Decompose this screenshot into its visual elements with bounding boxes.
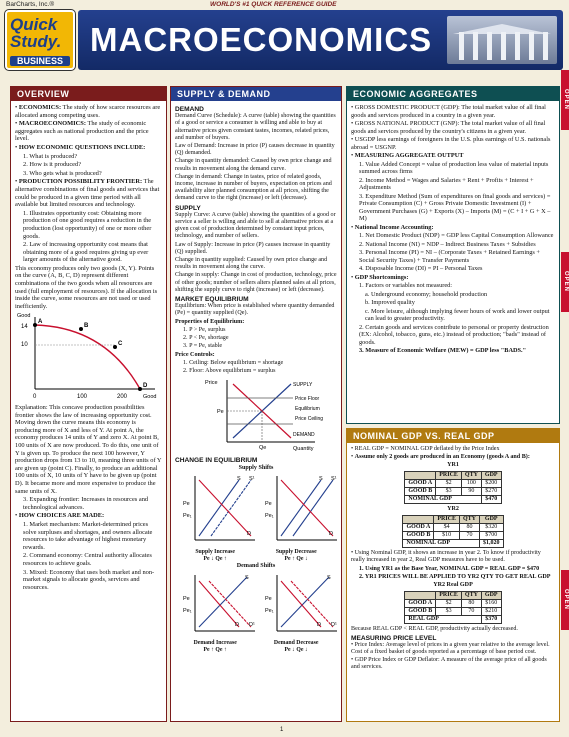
shift-supply bbox=[281, 480, 321, 536]
ppf-point-label: B bbox=[84, 323, 89, 330]
n2: 2. National Income (NI) = NDP – Indirect Business Taxes + Subsidies bbox=[359, 240, 536, 248]
supply-4: Change in supply: Change in cost of production, technology, price of other goods; number of sellers alters planned sales at all prices, shifting the supply curve to right (increase) or left (decrease). bbox=[175, 272, 337, 293]
yr2-table: PRICE QTY GDP GOOD A $4 80 $320 GOOD B $10 70 $700 NOMINAL GDP $1,020 bbox=[402, 515, 503, 548]
shift-pe: Pe bbox=[265, 500, 272, 507]
because: Because REAL GDP < REAL GDP, productivity actually decreased. bbox=[351, 625, 518, 632]
supply-increase-effect: Pe ↓ Qe ↑ bbox=[203, 556, 227, 563]
shift-d1-label: D¹ bbox=[331, 621, 337, 628]
building-illustration bbox=[447, 16, 557, 64]
table-row: GOOD B $3 90 $270 bbox=[405, 488, 501, 496]
eq-demand-text: DEMAND bbox=[293, 432, 315, 439]
m1: 1. Value Added Concept = value of production less value of material inputs summed across firms bbox=[359, 160, 549, 175]
shift-pe1: Pe₁ bbox=[265, 512, 274, 519]
gs-heading: GDP Shortcomings: bbox=[354, 273, 409, 281]
shift-supply-new bbox=[211, 480, 251, 536]
supply-heading: SUPPLY bbox=[175, 204, 201, 212]
shift-demand bbox=[199, 480, 251, 536]
demand-4: Change in demand: Change in tastes, price of related goods, income, increase in number of buyers, expectation on prices and availability alter planned consumption at all prices, shifting the demand curve to the right (increase) or left (decrease). bbox=[175, 173, 332, 202]
demand-shifts-label: Demand Shifts bbox=[236, 563, 276, 570]
publisher: BarCharts, Inc.® bbox=[6, 1, 55, 8]
g2: 2. Certain goods and services contribute to personal or property destruction (EX: Alcohol, tobacco, guns, etc.) instead of production; "bads" instead of goods. bbox=[359, 323, 549, 346]
expanding-frontier: 3. Expanding frontier: Increases in resources and technological advances. bbox=[23, 496, 149, 511]
eq-floor-text: Price Floor bbox=[295, 396, 320, 403]
demand-2: Law of Demand: Increase in price (P) causes decrease in quantity (Q) demanded. bbox=[175, 143, 335, 157]
supply-increase-label: Supply Increase bbox=[195, 548, 236, 555]
logo-line2: Study. bbox=[10, 32, 62, 51]
shift-s1-label: S¹ bbox=[249, 475, 255, 482]
n3: 3. Personal Income (PI) = NI – (Corporate Taxes + Retained Earnings + Social Security Taxes) + Transfer Payments bbox=[359, 249, 540, 264]
eq-6: Price Controls: bbox=[175, 351, 215, 358]
mao-heading: MEASURING AGGREGATE OUTPUT bbox=[354, 152, 464, 159]
ppf-point bbox=[138, 387, 142, 391]
shift-pe1: Pe₁ bbox=[265, 607, 274, 614]
shift-s-label: S bbox=[327, 574, 331, 581]
title-banner bbox=[78, 10, 563, 70]
eq-5: 3. P = Pe, stable bbox=[183, 343, 223, 350]
shift-pe: Pe bbox=[183, 500, 190, 507]
shift-demand-new bbox=[291, 581, 333, 627]
shift-d-label: D bbox=[329, 530, 333, 537]
shift-demand-new bbox=[209, 581, 251, 627]
ppf-point bbox=[113, 345, 117, 349]
assume: Assume only 2 goods are produced in an Economy (goods A and B): bbox=[354, 454, 530, 461]
n1: 1. Net Domestic Product (NDP) = GDP less Capital Consumption Allowance bbox=[359, 232, 554, 239]
eq-8: 2. Floor: Above equilibrium = surplus bbox=[183, 367, 276, 374]
question-3: 3. Who gets what is produced? bbox=[23, 169, 102, 177]
choice-3: 3. Mixed: Economy that uses both market and non-market signals to allocate goods, services and resources. bbox=[23, 568, 155, 591]
equilibrium-chart bbox=[175, 376, 339, 452]
shift-d1-label: D¹ bbox=[249, 621, 255, 628]
table-row: GOOD A $4 80 $320 bbox=[403, 524, 503, 532]
gdp-def: GROSS DOMESTIC PRODUCT (GDP): The total market value of all final goods and services produced in a country in a given year. bbox=[351, 104, 546, 119]
ppf-3: This economy produces only two goods (X, Y). Points on the curve (A, B, C, D) represent different combinations of the two goods when all resources are used (full employment of resources). If the allocation is inside the curve, some resources are not used or used inefficiently. bbox=[15, 264, 158, 310]
shift-s-label: S bbox=[237, 475, 241, 482]
choices-heading: HOW CHOICES ARE MADE: bbox=[18, 512, 105, 520]
ppf-heading: PRODUCTION POSSIBILITY FRONTIER: bbox=[18, 178, 143, 186]
open-tab[interactable]: OPEN bbox=[561, 70, 569, 130]
eq-2: Properties of Equilibrium: bbox=[175, 318, 245, 325]
yr2-real-table: PRICE QTY GDP GOOD A $2 80 $160 GOOD B $3 70 $210 REAL GDP $370 bbox=[404, 591, 501, 624]
supply-2: Law of Supply: Increase in price (P) causes increase in quantity (Q) supplied. bbox=[175, 241, 331, 255]
shift-pe: Pe bbox=[183, 595, 190, 602]
shift-supply-new bbox=[293, 480, 333, 536]
mpl-heading: MEASURING PRICE LEVEL bbox=[351, 634, 437, 642]
real-def: REAL GDP = NOMINAL GDP deflated by the Price Index bbox=[354, 446, 500, 452]
table-row: GOOD B $10 70 $700 bbox=[403, 532, 503, 540]
table-row: NOMINAL GDP $470 bbox=[405, 496, 501, 504]
quickstudy-logo bbox=[5, 10, 75, 70]
gnp-def: GROSS NATIONAL PRODUCT (GNP): The total market value of all final goods and services produced by the country's citizens in a given year. bbox=[351, 120, 546, 135]
m3: 3. Expenditure Method (Sum of expenditures on final goods and services) = Private Consumption (C) + Gross Private Domestic Investment (I) + Government Purchases (G) + Exports (X) – Imports (M) = (C + I + G + X – M) bbox=[359, 192, 551, 222]
eq-qty-label: Quantity bbox=[293, 446, 314, 453]
col-qty: QTY bbox=[461, 472, 481, 480]
macro-def: The study of economic aggregates such as national production and the price level. bbox=[15, 120, 149, 143]
shift-pe1: Pe₁ bbox=[183, 607, 192, 614]
eq-3: 1. P > Pe, surplus bbox=[183, 326, 226, 333]
shift-pe: Pe bbox=[265, 595, 272, 602]
ppf-xtick: 200 bbox=[117, 394, 128, 401]
supply-shifts-label: Supply Shifts bbox=[238, 464, 274, 471]
nominal-heading: NOMINAL GDP VS. REAL GDP bbox=[347, 429, 559, 443]
table-row: GOOD B $3 70 $210 bbox=[405, 607, 501, 615]
table-row: REAL GDP $370 bbox=[405, 615, 501, 623]
eq-supply-text: SUPPLY bbox=[293, 382, 313, 389]
g1a: a. Underground economy; household production bbox=[365, 290, 488, 298]
logo-sub: BUSINESS bbox=[10, 56, 70, 66]
shift-s-label: S bbox=[319, 475, 323, 482]
price-index: Price Index: Average level of prices in a given year relative to the average level. Cost of a fixed basket of goods reported as a percentage of base period cost. bbox=[351, 642, 550, 656]
ppf-xtick: 100 bbox=[77, 394, 88, 401]
ppf-point-label: C bbox=[118, 341, 123, 348]
supply-1: Supply Curve: A curve (table) showing the quantities of a good or service a seller is willing and able to sell at alternative prices at a given cost of production determined by constant input prices, technology, and number of sellers. bbox=[175, 211, 336, 240]
choice-1: 1. Market mechanism: Market-determined prices solve surpluses and shortages, and owners allocate resources to take advantage of highest monetary rewards. bbox=[23, 520, 153, 551]
supply-shift-charts bbox=[175, 472, 339, 546]
using-2: 2. YR1 PRICES WILL BE APPLIED TO YR2 QTY TO GET REAL GDP bbox=[359, 573, 551, 580]
ppf-curve bbox=[35, 325, 140, 389]
eq-qe: Qe bbox=[259, 445, 267, 452]
choice-2: 2. Command economy: Central authority allocates resources to achieve goals. bbox=[23, 552, 152, 567]
ppf-point-label: D bbox=[143, 383, 148, 390]
aggregates-panel: ECONOMIC AGGREGATES • GROSS DOMESTIC PRODUCT (GDP): The total market value of all final goods and services produced in a country in a given year. • GROSS NATIONAL PRODUCT (GNP): The total market value of all final goods and services produced by the country's citizens in a given year. • USGDP less earnings of foreigners in the U.S. plus earnings of U.S. nationals abroad = USGNP. • MEASURING AGGREGATE OUTPUT 1. Value Added Concept = value of production less value of material inputs summed across firms 2. Income Method = Wages and Salaries + Rent + Profits + Interest + Adjustments 3. Expenditure Method (Sum of expenditures on final goods and services) = Private Consumption (C) + Gross Private Domestic Investment (I) + Government Purchases (G) + Exports (X) – Imports (M) = (C + I + G + X – M) • National Income Accounting: 1. Net Domestic Product (NDP) = GDP less Capital Consumption Allowance 2. National Income (NI) = NDP – Indirect Business Taxes + Subsidies 3. Personal Income (PI) = NI – (Corporate Taxes + Retained Earnings + Social Security Taxes) + Transfer Payments 4. Disposable Income (DI) = PI – Personal Taxes • GDP Shortcomings: 1. Factors or variables not measured: a. Underground economy; household production b. Improved quality c. More leisure, although implying fewer hours of work and lower output can lead to greater productivity. 2. Certain goods and services contribute to personal or property destruction (EX: Alcohol, tobacco, guns, etc.) instead of production; "bads" instead of goods. 3. Measure of Economic Welfare (MEW) = GDP less "BADS." bbox=[346, 86, 560, 424]
page-title: MACROECONOMICS bbox=[90, 21, 433, 58]
ppf-x-label: Good bbox=[143, 394, 157, 401]
overview-heading: OVERVIEW bbox=[11, 87, 166, 101]
yr1-label: YR1 bbox=[447, 462, 459, 469]
table-row: GOOD A $2 80 $160 bbox=[405, 599, 501, 607]
ppf-y-label: Good bbox=[17, 313, 31, 320]
col-price: PRICE bbox=[436, 472, 462, 480]
ppf-text: The alternative combinations of final goods and services that could be produced in a given time period with all available but limited resources and technology. bbox=[15, 178, 160, 209]
supply-decrease-label: Supply Decrease bbox=[275, 548, 317, 555]
demand-decrease-effect: Pe ↓ Qe ↓ bbox=[284, 646, 308, 653]
ppf-chart bbox=[15, 311, 163, 401]
page-number: 1 bbox=[280, 727, 284, 733]
nominal-real-panel: NOMINAL GDP VS. REAL GDP • REAL GDP = NOMINAL GDP deflated by the Price Index • Assume only 2 goods are produced in an Economy (goods A and B): YR1 PRICE QTY GDP GOOD A $2 100 $200 GOOD B $3 90 $270 NOMINAL GDP $470 YR2 PRICE QTY GDP GOOD A $4 80 $320 GOOD B $10 70 $700 NOMINAL GDP $1,020 • Using Nominal GDP, it shows an increase in year 2. To know if productivity really increased in year 2, Real GDP measures have to be used. 1. Using YR1 as the Base Year, NOMINAL GDP = REAL GDP = $470 2. YR1 PRICES WILL BE APPLIED TO YR2 QTY TO GET REAL GDP YR2 Real GDP PRICE QTY GDP GOOD A $2 80 $160 GOOD B $3 70 $210 REAL GDP $370 Because REAL GDP < REAL GDP, productivity actually decreased. MEASURING PRICE LEVEL • Price Index: Average level of prices in a given year relative to the average level. Cost of a fixed basket of goods reported as a percentage of base period cost. • GDP Price Index or GDP Deflator: A measure of the average price of all goods and services. bbox=[346, 428, 560, 722]
supply-demand-panel bbox=[170, 86, 342, 722]
table-row: NOMINAL GDP $1,020 bbox=[403, 540, 503, 548]
g3: 3. Measure of Economic Welfare (MEW) = GDP less "BADS." bbox=[359, 347, 527, 354]
shift-demand bbox=[281, 480, 333, 536]
shift-supply bbox=[199, 574, 249, 627]
shift-pe1: Pe₁ bbox=[183, 512, 192, 519]
question-1: 1. What is produced? bbox=[23, 152, 78, 160]
demand-shift-charts bbox=[175, 571, 339, 637]
ppf-1: 1. Illustrates opportunity cost: Obtaining more production of one good requires a reduction in the production (lost opportunity) of one or more other goods. bbox=[23, 209, 152, 240]
eq-equilibrium-text: Equilibrium bbox=[295, 406, 320, 413]
demand-decrease-label: Demand Decrease bbox=[273, 639, 319, 646]
shift-supply bbox=[199, 480, 239, 536]
equilibrium-heading: MARKET EQUILIBRIUM bbox=[175, 296, 249, 304]
demand-1: Demand Curve (Schedule): A curve (table) showing the quantities of a good or service a consumer is willing and able to buy at alternative prices given constant tastes, incomes, related prices, and number of buyers. bbox=[175, 113, 336, 141]
ppf-2: 2. Law of increasing opportunity cost means that obtaining more of a good requires giving up ever larger amounts of the alternative good. bbox=[23, 241, 149, 264]
nia-heading: National Income Accounting: bbox=[354, 223, 434, 231]
eq-ceiling-text: Price Ceiling bbox=[295, 416, 324, 423]
yr2-label: YR2 bbox=[447, 506, 459, 513]
shift-d-label: D bbox=[235, 621, 239, 628]
using-nominal: Using Nominal GDP, it shows an increase in year 2. To know if productivity really increased in year 2, Real GDP measures have to be used. bbox=[351, 550, 541, 564]
shift-d-label: D bbox=[317, 621, 321, 628]
shift-d-label: D bbox=[247, 530, 251, 537]
logo-line1: Quick bbox=[10, 15, 58, 34]
ppf-ytick: 10 bbox=[21, 342, 28, 349]
yr2-real-label: YR2 Real GDP bbox=[433, 581, 473, 588]
col-gdp: GDP bbox=[481, 472, 501, 480]
ppf-point bbox=[79, 327, 83, 331]
eq-7: 1. Ceiling: Below equilibrium = shortage bbox=[183, 359, 284, 366]
eq-pe: Pe bbox=[217, 409, 224, 416]
aggregates-heading: ECONOMIC AGGREGATES bbox=[347, 87, 559, 101]
key-questions: HOW ECONOMIC QUESTIONS INCLUDE: bbox=[18, 143, 146, 151]
demand-increase-effect: Pe ↑ Qe ↑ bbox=[203, 646, 227, 653]
shift-supply bbox=[281, 574, 331, 627]
using-1: 1. Using YR1 as the Base Year, NOMINAL GDP = REAL GDP = $470 bbox=[359, 565, 540, 572]
question-2: 2. How is it produced? bbox=[23, 161, 82, 169]
ppf-xtick: 0 bbox=[33, 394, 37, 401]
eq-1: Equilibrium: When price is established where quantity demanded (Pe) = quantity supplied (Qe). bbox=[175, 303, 335, 317]
eq-4: 2. P < Pe, shortage bbox=[183, 335, 229, 342]
demand-heading: DEMAND bbox=[175, 106, 204, 113]
eq-price-label: Price bbox=[205, 380, 218, 387]
ppf-point-label: A bbox=[38, 319, 43, 326]
supply-decrease-effect: Pe ↑ Qe ↓ bbox=[284, 556, 308, 563]
supply-3: Change in quantity supplied: Caused by own price change and results in movement along the curve. bbox=[175, 257, 328, 271]
g1b: b. Improved quality bbox=[365, 299, 415, 306]
n4: 4. Disposable Income (DI) = PI – Personal Taxes bbox=[359, 265, 483, 272]
overview-panel: OVERVIEW • ECONOMICS: The study of how scarce resources are allocated among competing uses. • MACROECONOMICS: The study of economic aggregates such as national production and the price level. • HOW ECONOMIC QUESTIONS INCLUDE: 1. What is produced? 2. How is it produced? 3. Who gets what is produced? • PRODUCTION POSSIBILITY FRONTIER: The alternative combinations of final goods and services that could be produced in a given time period with all available but limited resources and technology. 1. Illustrates opportunity cost: Obtaining more production of one good requires a reduction in the production (lost opportunity) of one or more other goods. 2. Law of increasing opportunity cost means that obtaining more of a good requires giving up ever larger amounts of the alternative good. This economy produces only two goods (X, Y). Points on the curve (A, B, C, D) represent different combinations of the two goods when all resources are used (full employment of resources). If the allocation is inside the curve, some resources are not used or used inefficiently. Good Good 14 10 0 100 200 A B C D Explanation: This concave production possibilities frontier shows the law of increasing opportunity cost. Moving down the curve means this economy is producing more of X and less of Y. At point A, the economy produces 14 units of Y and zero X. At point B, 100 units of X are now produced. To do this, one unit of Y is given up. To produce the next 100 however, Y production drops from 13 to 10, meaning three units of Y are given up (point C). Finally, to produce an additional 100 units of X, 10 units of Y have to be given up (point D). It became more and more expensive to produce the same units of X. 3. Expanding frontier: Increases in resources and technological advances. • HOW CHOICES ARE MADE: 1. Market mechanism: Market-determined prices solve surpluses and shortages, and owners allocate resources to take advantage of highest monetary rewards. 2. Command economy: Central authority allocates resources to achieve goals. 3. Mixed: Economy that uses both market and non-market signals to allocate goods, services and resources. bbox=[10, 86, 167, 722]
usgdp-def: USGDP less earnings of foreigners in the U.S. plus earnings of U.S. nationals abroad = USGNP. bbox=[351, 136, 551, 151]
ppf-point bbox=[33, 323, 37, 327]
g1: 1. Factors or variables not measured: bbox=[359, 282, 453, 289]
demand-increase-label: Demand Increase bbox=[193, 639, 237, 646]
change-eq-heading: CHANGE IN EQUILIBRIUM bbox=[175, 457, 258, 465]
m2: 2. Income Method = Wages and Salaries + Rent + Profits + Interest + Adjustments bbox=[359, 176, 534, 191]
yr1-table bbox=[404, 471, 501, 504]
demand-3: Change in quantity demanded: Caused by own price change and results in movement along the demand curve. bbox=[175, 158, 332, 172]
ppf-ytick: 14 bbox=[21, 324, 28, 331]
table-row: GOOD A $2 100 $200 bbox=[405, 480, 501, 488]
sd-heading: SUPPLY & DEMAND bbox=[171, 87, 341, 101]
econ-def: The study of how scarce resources are allocated among competing uses. bbox=[15, 104, 161, 119]
ppf-explanation: Explanation: This concave production possibilities frontier shows the law of increasing opportunity cost. Moving down the curve means this economy is producing more of X and less of Y. At point A, the economy produces 14 units of Y and zero X. At point B, 100 units of X are now produced. To do this, one unit of Y is given up. To produce the next 100 however, Y production drops from 13 to 10, meaning three units of Y are given up (point C). Finally, to produce an additional 100 units of X, 10 units of Y have to be given up (point D). It became more and more expensive to produce the same units of X. bbox=[15, 404, 162, 495]
tagline: WORLD'S #1 QUICK REFERENCE GUIDE bbox=[210, 1, 337, 8]
g1c: c. More leisure, although implying fewer hours of work and lower output can lead to greater productivity. bbox=[365, 307, 550, 322]
shift-s-label: S bbox=[245, 574, 249, 581]
gdp-deflator: GDP Price Index or GDP Deflator: A measure of the average price of all goods and services. bbox=[351, 657, 547, 671]
shift-s1-label: S¹ bbox=[331, 475, 337, 482]
open-tab-3[interactable]: OPEN bbox=[561, 570, 569, 630]
open-tab-2[interactable]: OPEN bbox=[561, 252, 569, 312]
